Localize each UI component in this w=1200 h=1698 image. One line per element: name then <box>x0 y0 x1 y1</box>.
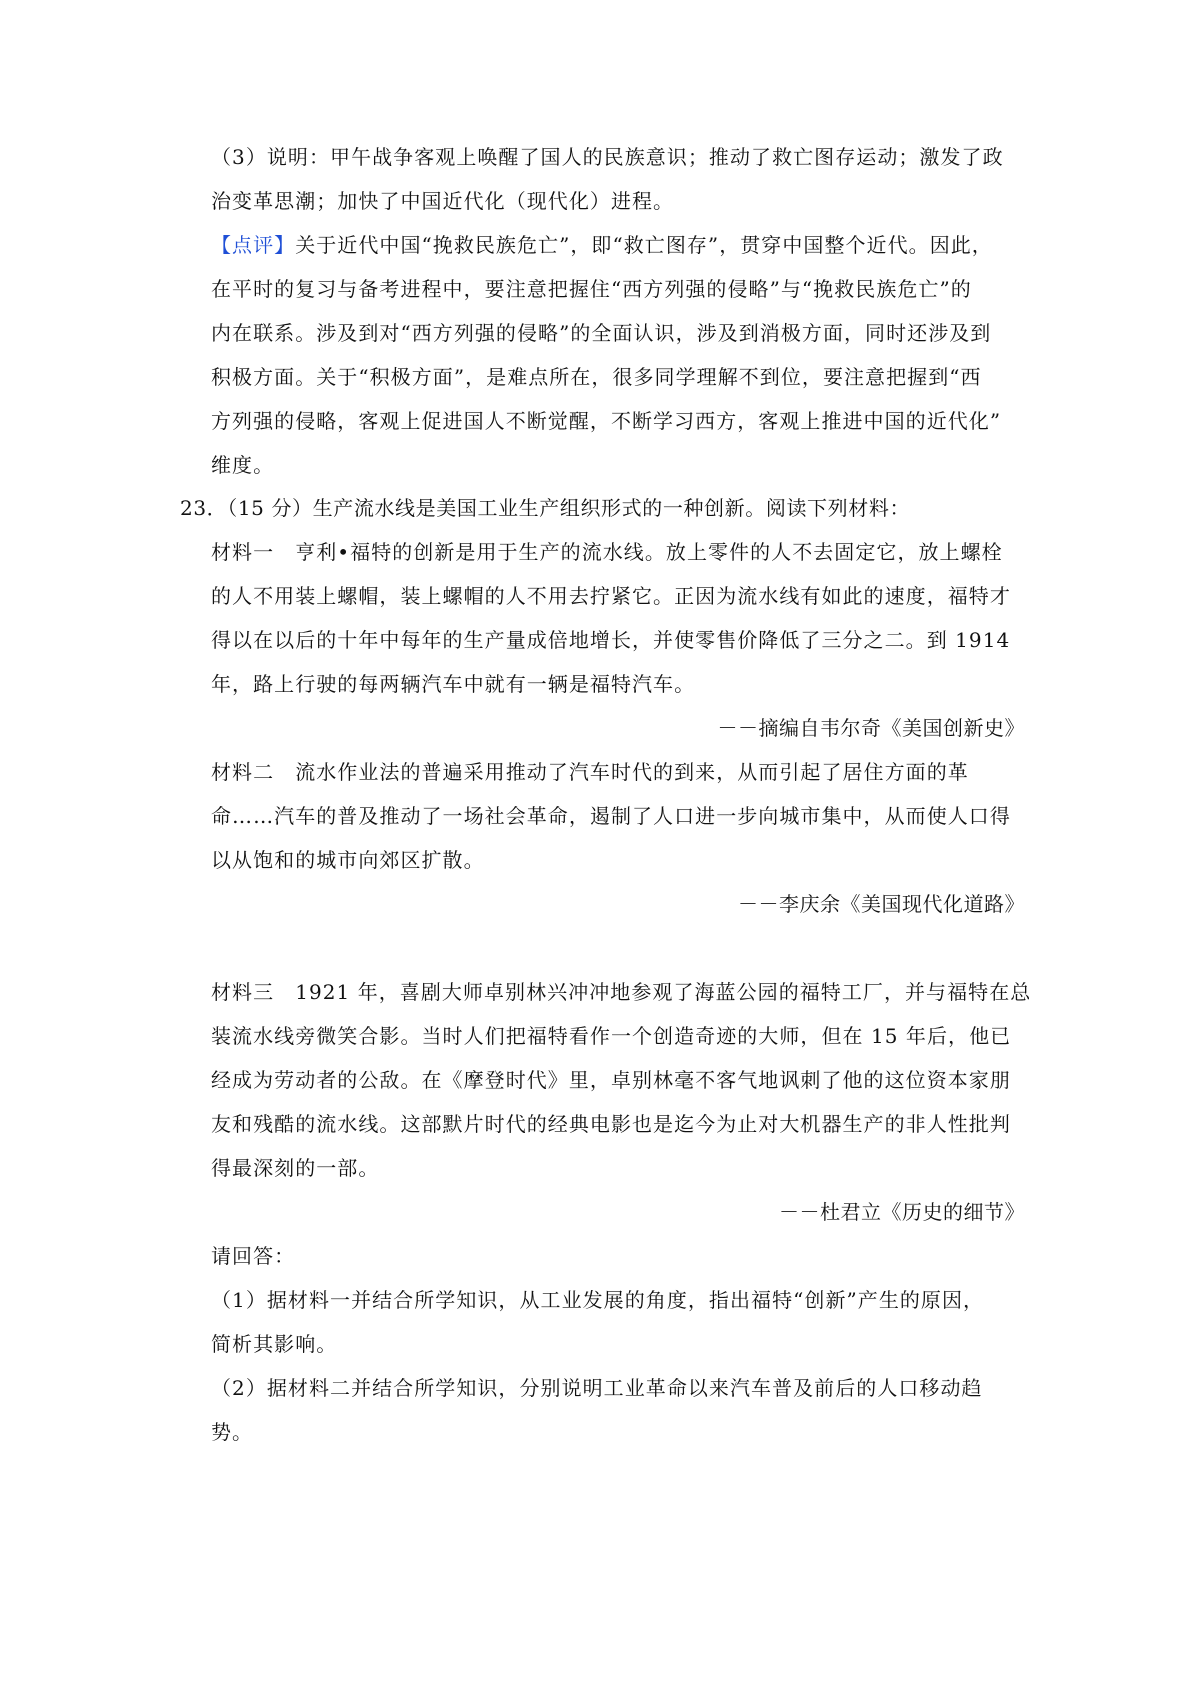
answer-3-line-1: （3）说明：甲午战争客观上唤醒了国人的民族意识；推动了救亡图存运动；激发了政 <box>211 145 1004 169</box>
material-3-line-4: 友和残酷的流水线。这部默片时代的经典电影也是迄今为止对大机器生产的非人性批判 <box>211 1112 1011 1136</box>
answer-3-line-2: 治变革思潮；加快了中国近代化（现代化）进程。 <box>211 189 675 213</box>
comment-text: 关于近代中国“挽救民族危亡”，即“救亡图存”，贯穿中国整个近代。因此， <box>295 233 993 257</box>
material-2-source: －－李庆余《美国现代化道路》 <box>738 892 1025 916</box>
material-3-line-5: 得最深刻的一部。 <box>211 1156 380 1180</box>
material-3-line-3: 经成为劳动者的公敌。在《摩登时代》里，卓别林毫不客气地讽刺了他的这位资本家朋 <box>211 1068 1011 1092</box>
material-1-line-2: 的人不用装上螺帽，装上螺帽的人不用去拧紧它。正因为流水线有如此的速度，福特才 <box>211 584 1011 608</box>
material-1-line-1: 材料一 亨利•福特的创新是用于生产的流水线。放上零件的人不去固定它，放上螺栓 <box>211 540 1003 564</box>
sub-question-2-line-1: （2）据材料二并结合所学知识，分别说明工业革命以来汽车普及前后的人口移动趋 <box>211 1376 983 1400</box>
material-1-line-3: 得以在以后的十年中每年的生产量成倍地增长，并使零售价降低了三分之二。到 1914 <box>211 628 1011 652</box>
sub-question-1-line-1: （1）据材料一并结合所学知识，从工业发展的角度，指出福特“创新”产生的原因， <box>211 1288 985 1312</box>
comment-line-3: 内在联系。涉及到对“西方列强的侵略”的全面认识，涉及到消极方面，同时还涉及到 <box>211 321 992 345</box>
comment-line-6: 维度。 <box>211 453 275 477</box>
comment-line-4: 积极方面。关于“积极方面”，是难点所在，很多同学理解不到位，要注意把握到“西 <box>211 365 982 389</box>
answer-prompt: 请回答： <box>211 1244 296 1268</box>
material-1-line-4: 年，路上行驶的每两辆汽车中就有一辆是福特汽车。 <box>211 672 696 696</box>
comment-line-2: 在平时的复习与备考进程中，要注意把握住“西方列强的侵略”与“挽救民族危亡”的 <box>211 277 972 301</box>
material-2-line-2: 命……汽车的普及推动了一场社会革命，遏制了人口进一步向城市集中，从而使人口得 <box>211 804 1011 828</box>
material-3-source: －－杜君立《历史的细节》 <box>779 1200 1025 1224</box>
comment-line-1 <box>211 231 993 259</box>
comment-tag: 【点评】 <box>211 233 296 257</box>
material-3-line-2: 装流水线旁微笑合影。当时人们把福特看作一个创造奇迹的大师，但在 15 年后，他已 <box>211 1024 1012 1048</box>
question-23-header: 23．（15 分）生产流水线是美国工业生产组织形式的一种创新。阅读下列材料： <box>180 496 911 520</box>
material-2-line-1: 材料二 流水作业法的普遍采用推动了汽车时代的到来，从而引起了居住方面的革 <box>211 760 969 784</box>
comment-line-5: 方列强的侵略，客观上促进国人不断觉醒，不断学习西方，客观上推进中国的近代化” <box>211 409 1002 433</box>
material-2-line-3: 以从饱和的城市向郊区扩散。 <box>211 848 485 872</box>
material-1-source: －－摘编自韦尔奇《美国创新史》 <box>717 716 1025 740</box>
material-3-line-1: 材料三 1921 年，喜剧大师卓别林兴冲冲地参观了海蓝公园的福特工厂，并与福特在总 <box>211 980 1032 1004</box>
sub-question-2-line-2: 势。 <box>211 1420 254 1444</box>
sub-question-1-line-2: 简析其影响。 <box>211 1332 338 1356</box>
